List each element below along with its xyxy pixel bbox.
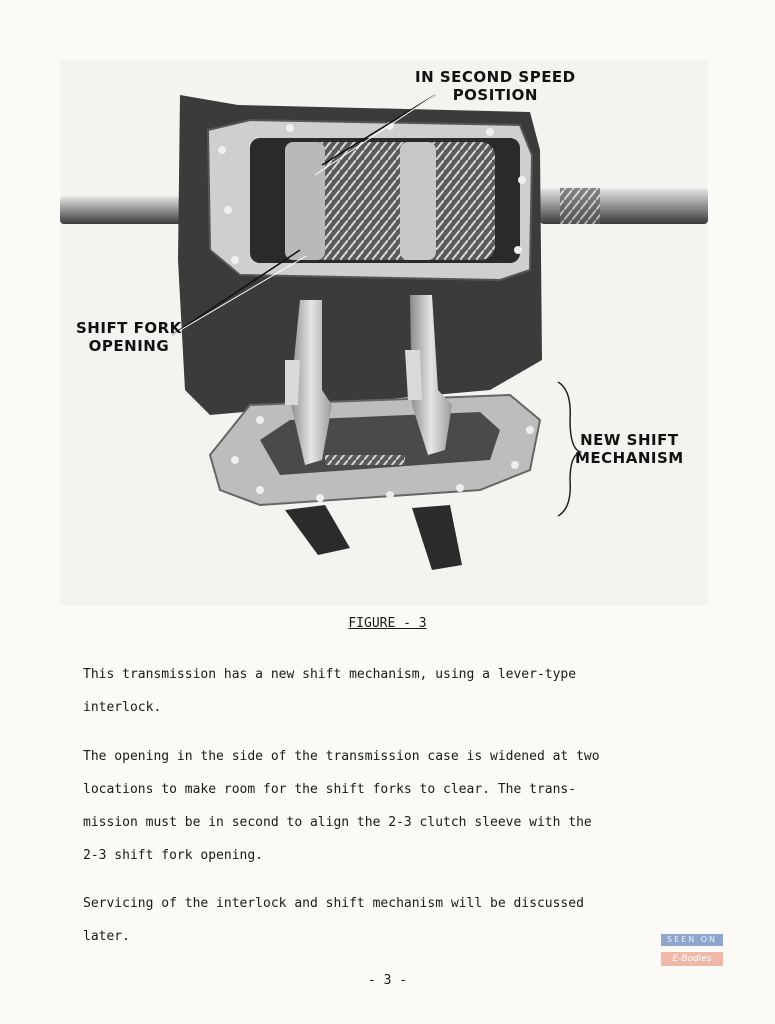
shift-lever-right: [412, 505, 462, 570]
paragraph-1: This transmission has a new shift mechanism, using a lever-type interlock.: [83, 667, 577, 715]
callout-new-shift-mechanism: NEW SHIFT MECHANISM: [575, 431, 684, 467]
watermark-line1: SEEN ON: [661, 934, 723, 946]
callout-second-speed: IN SECOND SPEED POSITION: [415, 68, 576, 104]
figure-caption: FIGURE - 3: [348, 616, 427, 631]
watermark-logo: [661, 934, 723, 966]
paragraph-3: Servicing of the interlock and shift mechanism will be discussed later.: [83, 896, 584, 944]
paragraph-2: The opening in the side of the transmission case is widened at two locations to make room for the shift forks to clear. The trans- mission must be in second to align the 2-3 clutch sleeve with the 2-3 shift fork opening.: [83, 749, 600, 863]
page-number: - 3 -: [367, 973, 408, 988]
watermark-line2: E-Bodies: [661, 952, 723, 966]
output-shaft: [60, 196, 190, 224]
callout-shift-fork-opening: SHIFT FORK OPENING: [76, 319, 182, 355]
shift-lever-left: [285, 505, 350, 555]
